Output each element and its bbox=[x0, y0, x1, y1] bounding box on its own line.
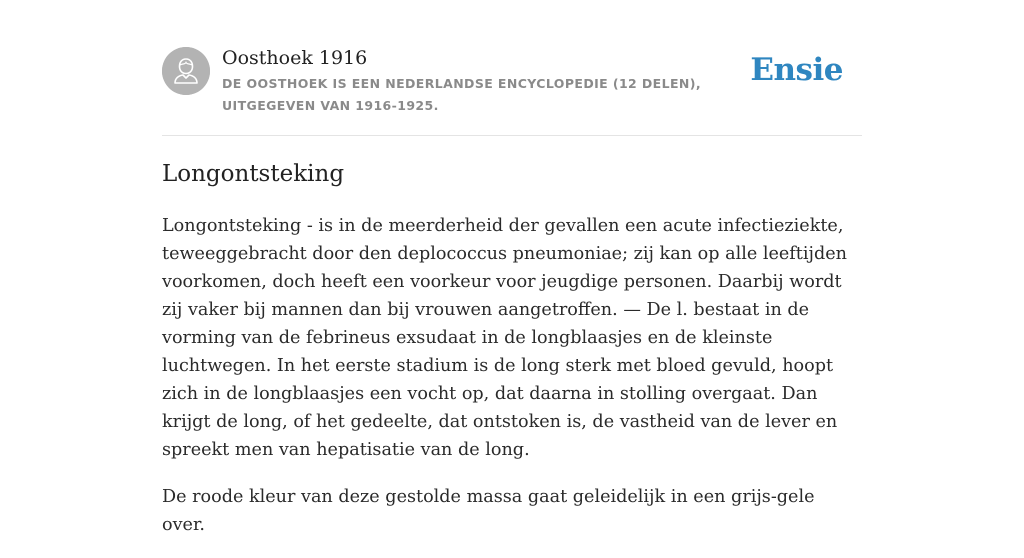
source-description: DE OOSTHOEK IS EEN NEDERLANDSE ENCYCLOPEDIE (12 DELEN), UITGEGEVEN VAN 1916-1925. bbox=[222, 76, 702, 113]
entry-paragraph: Longontsteking - is in de meerderheid der gevallen een acute infectieziekte, teweeggebracht door den deplococcus pneumoniae; zij kan op alle leeftijden voorkomen, doch heeft een voorkeur voor jeugdige personen. Daarbij wordt zij vaker bij mannen dan bij vrouwen aangetroffen. — De l. bestaat in de vorming van de febrineus exsudaat in de longblaasjes en de kleinste luchtwegen. In het eerste stadium is de long sterk met bloed gevuld, hoopt zich in de longblaasjes een vocht op, dat daarna in stolling overgaat. Dan krijgt de long, of het gedeelte, dat ontstoken is, de vastheid van de lever en spreekt men van hepatisatie van de long. bbox=[162, 216, 847, 460]
entry-title: Longontsteking bbox=[162, 161, 345, 187]
source-header bbox=[162, 47, 862, 119]
header-divider bbox=[162, 135, 862, 136]
entry-paragraph: De roode kleur van deze gestolde massa gaat geleidelijk in een grijs-gele over. bbox=[162, 487, 815, 535]
source-title[interactable]: Oosthoek 1916 bbox=[222, 47, 368, 69]
entry-body bbox=[162, 212, 862, 558]
user-silhouette-icon bbox=[162, 47, 210, 95]
ensie-logo[interactable]: Ensie bbox=[750, 52, 843, 88]
source-avatar[interactable] bbox=[162, 47, 210, 95]
